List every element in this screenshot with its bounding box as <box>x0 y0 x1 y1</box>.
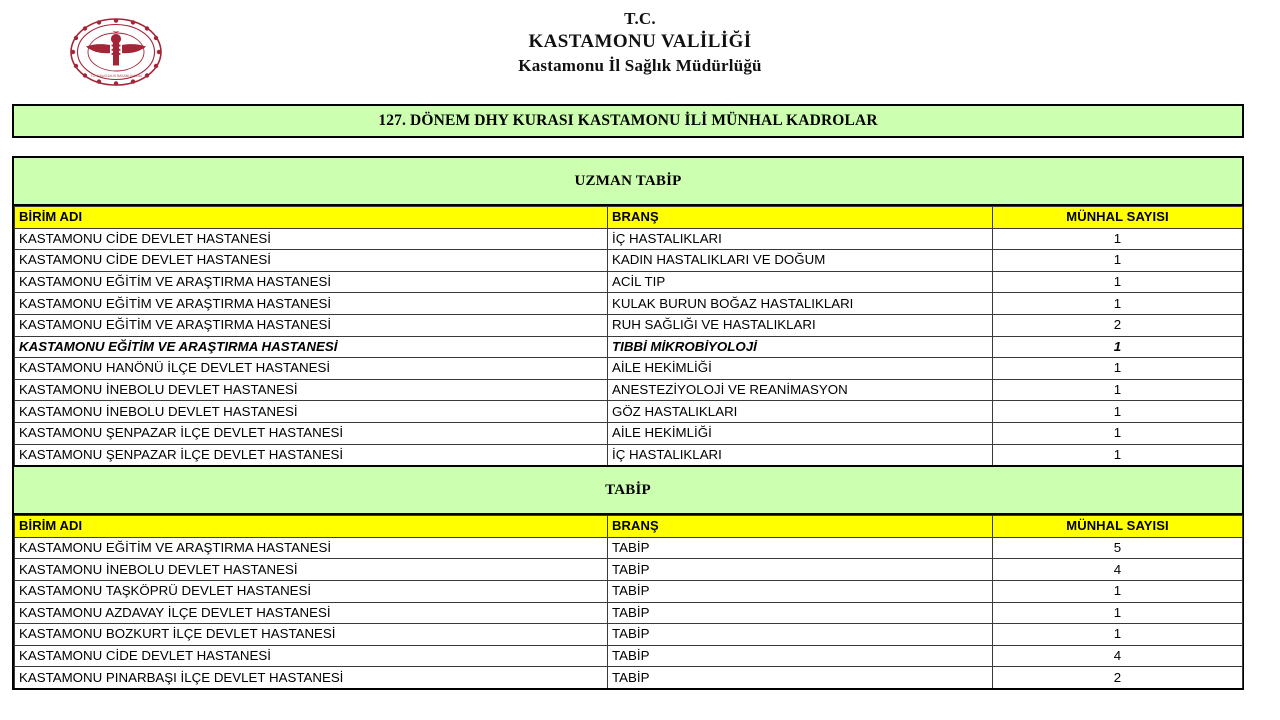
cell-branch: TIBBİ MİKROBİYOLOJİ <box>608 336 993 358</box>
table-row <box>15 228 1243 250</box>
cell-branch: TABİP <box>608 559 993 581</box>
cell-vacancy: 5 <box>993 537 1243 559</box>
cell-vacancy: 4 <box>993 645 1243 667</box>
organization-heading <box>0 8 1280 77</box>
column-header-vacancy: MÜNHAL SAYISI <box>993 516 1243 538</box>
cell-unit: KASTAMONU AZDAVAY İLÇE DEVLET HASTANESİ <box>15 602 608 624</box>
cell-vacancy: 1 <box>993 422 1243 444</box>
section-gap <box>0 138 1280 156</box>
cell-branch: TABİP <box>608 602 993 624</box>
cell-unit: KASTAMONU EĞİTİM VE ARAŞTIRMA HASTANESİ <box>15 537 608 559</box>
cell-unit: KASTAMONU EĞİTİM VE ARAŞTIRMA HASTANESİ <box>15 293 608 315</box>
cell-unit: KASTAMONU BOZKURT İLÇE DEVLET HASTANESİ <box>15 624 608 646</box>
cell-vacancy: 1 <box>993 336 1243 358</box>
document-title-section <box>12 104 1244 138</box>
cell-unit: KASTAMONU EĞİTİM VE ARAŞTIRMA HASTANESİ <box>15 314 608 336</box>
cell-unit: KASTAMONU HANÖNÜ İLÇE DEVLET HASTANESİ <box>15 358 608 380</box>
document-title-banner <box>12 104 1244 138</box>
cell-branch: AİLE HEKİMLİĞİ <box>608 422 993 444</box>
table-row-highlighted <box>15 336 1243 358</box>
table-row <box>15 358 1243 380</box>
letterhead <box>0 0 1280 104</box>
table-header-row <box>15 207 1243 229</box>
cell-branch: TABİP <box>608 537 993 559</box>
cell-unit: KASTAMONU CİDE DEVLET HASTANESİ <box>15 250 608 272</box>
cell-branch: TABİP <box>608 624 993 646</box>
column-header-unit: BİRİM ADI <box>15 516 608 538</box>
table-row <box>15 559 1243 581</box>
org-line-province: KASTAMONU VALİLİĞİ <box>528 31 752 53</box>
cell-vacancy: 1 <box>993 444 1243 465</box>
cell-branch: İÇ HASTALIKLARI <box>608 228 993 250</box>
cell-unit: KASTAMONU İNEBOLU DEVLET HASTANESİ <box>15 401 608 423</box>
cell-vacancy: 2 <box>993 314 1243 336</box>
table-row <box>15 314 1243 336</box>
cell-vacancy: 2 <box>993 667 1243 688</box>
section-title-text: TABİP <box>605 481 651 498</box>
table-row <box>15 602 1243 624</box>
table-row <box>15 537 1243 559</box>
cell-vacancy: 1 <box>993 250 1243 272</box>
column-header-unit: BİRİM ADI <box>15 207 608 229</box>
cell-unit: KASTAMONU CİDE DEVLET HASTANESİ <box>15 228 608 250</box>
table-row <box>15 645 1243 667</box>
section-tabip <box>12 467 1244 690</box>
cell-branch: KADIN HASTALIKLARI VE DOĞUM <box>608 250 993 272</box>
svg-text:T.C. SA\u011eLIK BAKANLI\u011e: T.C. SA\u011eLIK BAKANLI\u011eI <box>90 74 142 78</box>
document-title-text: 127. DÖNEM DHY KURASI KASTAMONU İLİ MÜNHAL KADROLAR <box>378 112 878 129</box>
cell-unit: KASTAMONU İNEBOLU DEVLET HASTANESİ <box>15 379 608 401</box>
cell-unit: KASTAMONU CİDE DEVLET HASTANESİ <box>15 645 608 667</box>
org-line-directorate: Kastamonu İl Sağlık Müdürlüğü <box>518 55 762 75</box>
cell-unit: KASTAMONU PINARBAŞI İLÇE DEVLET HASTANESİ <box>15 667 608 688</box>
cell-branch: GÖZ HASTALIKLARI <box>608 401 993 423</box>
section-uzman-tabip <box>12 156 1244 467</box>
cell-unit: KASTAMONU ŞENPAZAR İLÇE DEVLET HASTANESİ <box>15 422 608 444</box>
section-title-text: UZMAN TABİP <box>574 172 682 189</box>
org-line-tc: T.C. <box>624 9 656 28</box>
vacancy-table-tabip <box>14 515 1243 688</box>
cell-vacancy: 1 <box>993 602 1243 624</box>
cell-branch: TABİP <box>608 580 993 602</box>
table-header-row <box>15 516 1243 538</box>
cell-unit: KASTAMONU ŞENPAZAR İLÇE DEVLET HASTANESİ <box>15 444 608 465</box>
cell-vacancy: 1 <box>993 624 1243 646</box>
cell-unit: KASTAMONU EĞİTİM VE ARAŞTIRMA HASTANESİ <box>15 336 608 358</box>
cell-vacancy: 1 <box>993 271 1243 293</box>
cell-vacancy: 1 <box>993 379 1243 401</box>
vacancy-table-uzman-tabip <box>14 206 1243 465</box>
cell-unit: KASTAMONU İNEBOLU DEVLET HASTANESİ <box>15 559 608 581</box>
column-header-branch: BRANŞ <box>608 516 993 538</box>
cell-vacancy: 1 <box>993 580 1243 602</box>
cell-vacancy: 1 <box>993 293 1243 315</box>
section-title-tabip <box>14 467 1242 515</box>
cell-vacancy: 4 <box>993 559 1243 581</box>
table-row <box>15 444 1243 465</box>
cell-branch: ACİL TIP <box>608 271 993 293</box>
cell-branch: İÇ HASTALIKLARI <box>608 444 993 465</box>
cell-vacancy: 1 <box>993 401 1243 423</box>
cell-branch: AİLE HEKİMLİĞİ <box>608 358 993 380</box>
cell-unit: KASTAMONU TAŞKÖPRÜ DEVLET HASTANESİ <box>15 580 608 602</box>
table-row <box>15 667 1243 688</box>
table-row <box>15 271 1243 293</box>
cell-vacancy: 1 <box>993 228 1243 250</box>
table-row <box>15 293 1243 315</box>
table-row <box>15 580 1243 602</box>
table-row <box>15 624 1243 646</box>
cell-branch: TABİP <box>608 645 993 667</box>
table-row <box>15 422 1243 444</box>
table-row <box>15 250 1243 272</box>
cell-branch: TABİP <box>608 667 993 688</box>
cell-vacancy: 1 <box>993 358 1243 380</box>
table-row <box>15 401 1243 423</box>
section-title-uzman-tabip <box>14 158 1242 206</box>
cell-branch: KULAK BURUN BOĞAZ HASTALIKLARI <box>608 293 993 315</box>
table-row <box>15 379 1243 401</box>
column-header-branch: BRANŞ <box>608 207 993 229</box>
cell-branch: RUH SAĞLIĞI VE HASTALIKLARI <box>608 314 993 336</box>
cell-branch: ANESTEZİYOLOJİ VE REANİMASYON <box>608 379 993 401</box>
column-header-vacancy: MÜNHAL SAYISI <box>993 207 1243 229</box>
cell-unit: KASTAMONU EĞİTİM VE ARAŞTIRMA HASTANESİ <box>15 271 608 293</box>
